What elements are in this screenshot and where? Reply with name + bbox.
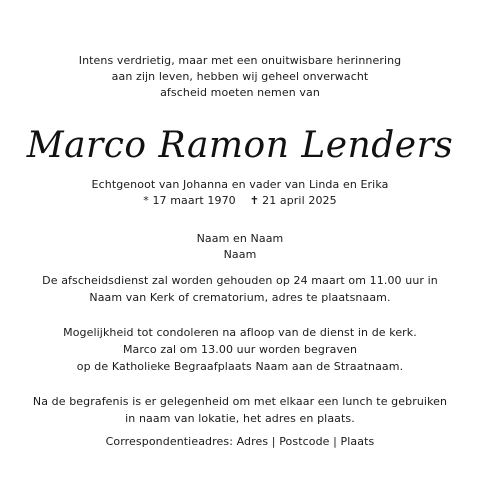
birth-date: * 17 maart 1970 bbox=[143, 194, 236, 207]
intro-line-2: aan zijn leven, hebben wij geheel onverwacht bbox=[111, 70, 369, 83]
death-date: 21 april 2025 bbox=[262, 194, 337, 207]
deceased-name: Marco Ramon Lenders bbox=[26, 125, 454, 166]
condolence-line-1: Mogelijkheid tot condoleren na afloop van de dienst in de kerk. bbox=[63, 326, 417, 339]
condolence-line-3: op de Katholieke Begraafplaats Naam aan de Straatnaam. bbox=[76, 360, 404, 373]
service-line-1: De afscheidsdienst zal worden gehouden op 24 maart om 11.00 uur in bbox=[42, 274, 438, 287]
lunch-line-2: in naam van lokatie, het adres en plaats. bbox=[125, 412, 355, 425]
service-line-2: Naam van Kerk of crematorium, adres te plaatsnaam. bbox=[89, 291, 391, 304]
relation-line: Echtgenoot van Johanna en vader van Linda en Erika bbox=[91, 178, 389, 191]
condolence-line-2: Marco zal om 13.00 uur worden begraven bbox=[122, 343, 358, 356]
cross-icon: ✝ bbox=[249, 194, 260, 207]
family-line-2: Naam bbox=[223, 248, 257, 261]
family-line-1: Naam en Naam bbox=[196, 232, 284, 245]
intro-line-3: afscheid moeten nemen van bbox=[160, 86, 320, 99]
dates-line bbox=[0, 194, 480, 208]
lunch-line-1: Na de begrafenis is er gelegenheid om met elkaar een lunch te gebruiken bbox=[32, 395, 448, 408]
intro-line-1: Intens verdrietig, maar met een onuitwisbare herinnering bbox=[78, 54, 402, 67]
correspondence-line: Correspondentieadres: Adres | Postcode | Plaats bbox=[105, 435, 375, 448]
